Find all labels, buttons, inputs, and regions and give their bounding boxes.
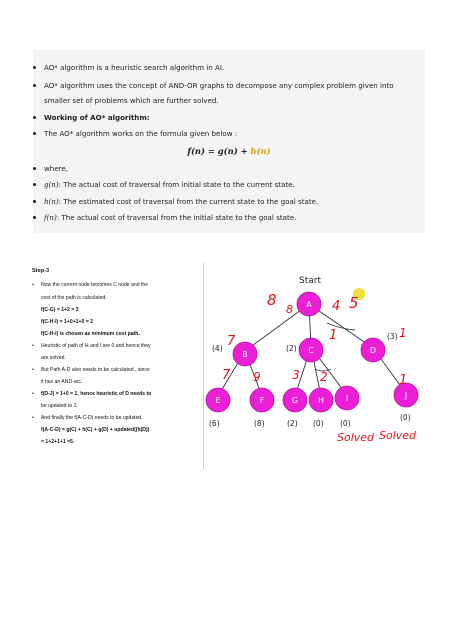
step-panel (29, 263, 420, 469)
definition-symbol: f(n) (44, 213, 57, 222)
heuristic-i: (0) (340, 419, 351, 428)
heuristic-e: (6) (209, 419, 220, 428)
definition-symbol: g(n) (44, 180, 59, 189)
heuristic-f: (8) (254, 419, 265, 428)
start-label: Start (299, 276, 321, 286)
bullet-dot (33, 216, 36, 219)
annotation-c: 1 (329, 328, 338, 343)
annotation-a-right2: 5 (349, 294, 359, 312)
annotation-a-right: 4 (332, 299, 341, 314)
annotation-a-left2: 8 (286, 303, 293, 316)
step-text-column (29, 263, 204, 469)
bullet-dot (33, 84, 36, 87)
bullet-text: where, (44, 164, 69, 173)
node-i-label: I (345, 394, 349, 403)
definition-text: : The estimated cost of traversal from the current state to the goal state. (58, 197, 319, 206)
step-line: f(C-H-I) = 1+0+1+0 = 2 (41, 319, 93, 325)
step-title: Step-3 (32, 268, 50, 274)
step-line: = 1+2+1+1 =5. (41, 439, 75, 445)
step-line: be updated to 1. (41, 403, 78, 409)
node-a-label: A (306, 300, 312, 309)
formula (33, 146, 425, 156)
node-f-label: F (259, 396, 265, 405)
annotation-a-left: 8 (267, 291, 277, 309)
node-h-label: H (317, 396, 325, 405)
step-line: f(C-G) = 1+2 = 3 (41, 307, 79, 313)
bullet-text: smaller set of problems which are further solved. (44, 96, 219, 105)
annotation-j: 1 (399, 373, 408, 388)
step-line: But Path A-D also needs to be calculated , since (41, 367, 150, 373)
step-line: And finally the f(A-C-D) needs to be updated. (41, 415, 143, 421)
step-line: cost of the path is calculated, (41, 295, 107, 301)
node-b-label: B (242, 350, 248, 359)
annotation-e: 7 (222, 368, 231, 383)
bullet-dot: • (32, 367, 34, 373)
definition-text: : The actual cost of traversal from the initial state to the goal state. (56, 213, 297, 222)
bullet-text: The AO* algorithm works on the formula given below : (44, 129, 238, 138)
annotation-h: 2 (320, 370, 328, 384)
node-d-label: D (369, 346, 377, 355)
bullet-dot (33, 183, 36, 186)
annotation-g: 3 (292, 368, 300, 382)
bullet-dot: • (32, 391, 34, 397)
step-line: f(C-H-I) is chosen as minimum cost path. (41, 331, 140, 337)
annotation-solved-2: Solved (379, 429, 417, 442)
formula-lhs: f(n) = g(n) + (187, 146, 251, 156)
node-g-label: G (291, 396, 299, 405)
bullet-dot (33, 132, 36, 135)
heuristic-b: (4) (212, 344, 223, 353)
node-e-label: E (215, 396, 221, 405)
annotation-solved-1: Solved (337, 431, 375, 444)
node-c-label: C (308, 346, 314, 355)
bullet-text: AO* algorithm uses the concept of AND-OR graphs to decompose any complex problem given into (44, 81, 394, 90)
annotation-d: 1 (399, 326, 407, 340)
node-j-label: J (404, 391, 408, 400)
bullet-dot (33, 66, 36, 69)
definition-symbol: h(n) (44, 197, 59, 206)
step-line: Heuristic of path of H and I are 0 and hence they (41, 343, 151, 349)
step-line: Now the current node becomes C node and the (41, 282, 149, 288)
bullet-text: AO* algorithm is a heuristic search algorithm in AI. (44, 63, 225, 72)
and-or-graph (203, 263, 420, 469)
step-line: it has an AND-arc. (41, 379, 83, 385)
annotation-f: 9 (253, 370, 261, 384)
section-heading: Working of AO* algorithm: (44, 113, 150, 122)
slide-panel (33, 50, 425, 233)
annotation-b: 7 (227, 334, 236, 349)
heuristic-j: (0) (400, 413, 411, 422)
bullet-dot: • (32, 282, 34, 288)
bullet-dot: • (32, 415, 34, 421)
heuristic-g: (2) (287, 419, 298, 428)
heuristic-h: (0) (313, 419, 324, 428)
formula-h: h(n) (250, 146, 271, 156)
heuristic-c: (2) (286, 344, 297, 353)
step-line: f(A-C-D) = g(C) + h(C) + g(D) + updated((h(D)) (41, 427, 150, 433)
step-line: f(D-J) = 1+0 = 1, hence heuristic of D needs to (41, 391, 152, 397)
definition-text: : The actual cost of traversal from initial state to the current state. (58, 180, 295, 189)
heuristic-d: (3) (387, 332, 398, 341)
bullet-dot: • (32, 343, 34, 349)
step-line: are solved. (41, 355, 66, 361)
bullet-dot (33, 167, 36, 170)
bullet-dot (33, 116, 36, 119)
graph-nodes (206, 292, 418, 412)
bullet-dot (33, 200, 36, 203)
